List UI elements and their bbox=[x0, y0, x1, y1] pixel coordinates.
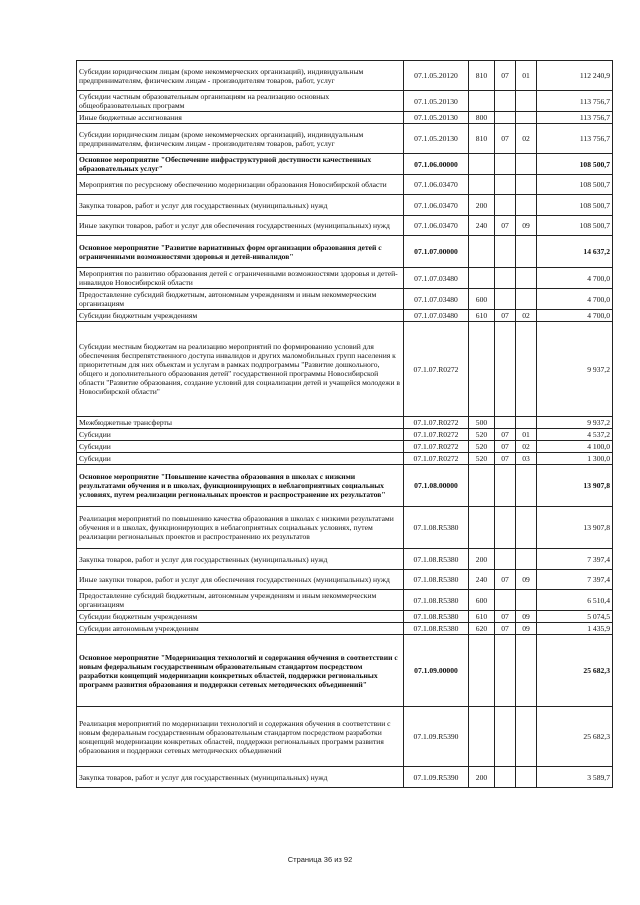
row-name: Закупка товаров, работ и услуг для государственных (муниципальных) нужд bbox=[77, 195, 404, 216]
table-row bbox=[77, 216, 613, 236]
row-code: 07.1.07.R0272 bbox=[404, 441, 469, 453]
row-section bbox=[495, 507, 516, 549]
row-subsection bbox=[516, 465, 537, 507]
row-amount: 113 756,7 bbox=[537, 124, 613, 154]
row-name: Субсидии автономным учреждениям bbox=[77, 623, 404, 635]
row-code: 07.1.06.03470 bbox=[404, 195, 469, 216]
row-code: 07.1.06.03470 bbox=[404, 175, 469, 195]
row-section: 07 bbox=[495, 61, 516, 91]
row-expense-type: 610 bbox=[469, 611, 495, 623]
row-code: 07.1.07.00000 bbox=[404, 236, 469, 268]
row-code: 07.1.08.R5380 bbox=[404, 611, 469, 623]
row-subsection: 09 bbox=[516, 216, 537, 236]
row-subsection: 01 bbox=[516, 61, 537, 91]
row-section bbox=[495, 465, 516, 507]
row-amount: 4 100,0 bbox=[537, 441, 613, 453]
row-amount: 13 907,8 bbox=[537, 465, 613, 507]
row-section: 07 bbox=[495, 441, 516, 453]
row-name: Предоставление субсидий бюджетным, автономным учреждениям и иным некоммерческим организациям bbox=[77, 590, 404, 611]
row-subsection bbox=[516, 112, 537, 124]
table-row bbox=[77, 61, 613, 91]
row-expense-type: 810 bbox=[469, 124, 495, 154]
row-subsection bbox=[516, 289, 537, 310]
row-amount: 13 907,8 bbox=[537, 507, 613, 549]
row-expense-type: 800 bbox=[469, 112, 495, 124]
row-name: Субсидии бюджетным учреждениям bbox=[77, 611, 404, 623]
row-expense-type: 200 bbox=[469, 195, 495, 216]
table-row bbox=[77, 322, 613, 417]
row-expense-type: 600 bbox=[469, 289, 495, 310]
row-section bbox=[495, 707, 516, 767]
row-expense-type: 240 bbox=[469, 216, 495, 236]
row-subsection: 09 bbox=[516, 611, 537, 623]
row-subsection: 02 bbox=[516, 124, 537, 154]
row-code: 07.1.07.03480 bbox=[404, 289, 469, 310]
row-code: 07.1.09.R5390 bbox=[404, 767, 469, 788]
row-code: 07.1.07.R0272 bbox=[404, 417, 469, 429]
row-subsection: 02 bbox=[516, 310, 537, 322]
table-row bbox=[77, 289, 613, 310]
table-row bbox=[77, 507, 613, 549]
row-amount: 25 682,3 bbox=[537, 635, 613, 707]
row-name: Субсидии местным бюджетам на реализацию мероприятий по формированию условий для обеспечения беспрепятственного доступа инвалидов и других маломобильных групп населения к приоритетным для них объектам и услугам в рамках подпрограммы "Развитие дошкольного, общего и дополнительного образования детей" государственной программы Новосибирской области "Развитие образования, создание условий для социализации детей и учащейся молодежи в Новосибирской области" bbox=[77, 322, 404, 417]
row-amount: 5 074,5 bbox=[537, 611, 613, 623]
row-section: 07 bbox=[495, 453, 516, 465]
row-code: 07.1.06.03470 bbox=[404, 216, 469, 236]
row-code: 07.1.08.R5380 bbox=[404, 623, 469, 635]
row-subsection bbox=[516, 417, 537, 429]
row-subsection: 09 bbox=[516, 570, 537, 590]
row-name: Межбюджетные трансферты bbox=[77, 417, 404, 429]
row-code: 07.1.08.R5380 bbox=[404, 570, 469, 590]
row-code: 07.1.06.00000 bbox=[404, 154, 469, 175]
row-subsection bbox=[516, 322, 537, 417]
row-name: Иные закупки товаров, работ и услуг для обеспечения государственных (муниципальных) нужд bbox=[77, 216, 404, 236]
row-code: 07.1.07.R0272 bbox=[404, 322, 469, 417]
budget-table-body bbox=[77, 61, 613, 788]
budget-table bbox=[76, 60, 613, 788]
row-expense-type bbox=[469, 507, 495, 549]
row-name: Субсидии bbox=[77, 453, 404, 465]
row-section bbox=[495, 767, 516, 788]
row-code: 07.1.07.R0272 bbox=[404, 453, 469, 465]
row-name: Основное мероприятие "Повышение качества образования в школах с низкими результатами обучения и в школах, функционирующих в неблагоприятных социальных условиях, путем реализации региональных проектов и распространение их результатов" bbox=[77, 465, 404, 507]
row-name: Мероприятия по ресурсному обеспечению модернизации образования Новосибирской области bbox=[77, 175, 404, 195]
row-name: Субсидии юридическим лицам (кроме некоммерческих организаций), индивидуальным предпринимателям, физическим лицам - производителям товаров, работ, услуг bbox=[77, 124, 404, 154]
table-row bbox=[77, 635, 613, 707]
row-expense-type: 520 bbox=[469, 429, 495, 441]
row-subsection bbox=[516, 236, 537, 268]
row-expense-type: 240 bbox=[469, 570, 495, 590]
row-code: 07.1.05.20120 bbox=[404, 61, 469, 91]
row-expense-type bbox=[469, 268, 495, 289]
row-expense-type bbox=[469, 175, 495, 195]
row-expense-type: 520 bbox=[469, 453, 495, 465]
row-section: 07 bbox=[495, 611, 516, 623]
row-subsection bbox=[516, 154, 537, 175]
table-row bbox=[77, 590, 613, 611]
row-expense-type bbox=[469, 707, 495, 767]
row-subsection bbox=[516, 549, 537, 570]
table-row bbox=[77, 195, 613, 216]
row-amount: 1 435,9 bbox=[537, 623, 613, 635]
row-section: 07 bbox=[495, 429, 516, 441]
table-row bbox=[77, 236, 613, 268]
row-name: Мероприятия по развитию образования детей с ограниченными возможностями здоровья и детей-инвалидов Новосибирской области bbox=[77, 268, 404, 289]
row-section bbox=[495, 289, 516, 310]
row-expense-type bbox=[469, 322, 495, 417]
table-row bbox=[77, 465, 613, 507]
row-amount: 113 756,7 bbox=[537, 91, 613, 112]
table-row bbox=[77, 611, 613, 623]
row-section bbox=[495, 268, 516, 289]
row-amount: 108 500,7 bbox=[537, 195, 613, 216]
row-subsection bbox=[516, 767, 537, 788]
row-section bbox=[495, 91, 516, 112]
table-row bbox=[77, 623, 613, 635]
row-amount: 113 756,7 bbox=[537, 112, 613, 124]
table-row bbox=[77, 549, 613, 570]
row-subsection bbox=[516, 175, 537, 195]
row-expense-type bbox=[469, 91, 495, 112]
row-amount: 14 637,2 bbox=[537, 236, 613, 268]
row-section bbox=[495, 635, 516, 707]
table-row bbox=[77, 154, 613, 175]
row-subsection bbox=[516, 707, 537, 767]
row-section bbox=[495, 154, 516, 175]
table-row bbox=[77, 767, 613, 788]
row-code: 07.1.07.R0272 bbox=[404, 429, 469, 441]
row-section: 07 bbox=[495, 570, 516, 590]
table-row bbox=[77, 112, 613, 124]
row-code: 07.1.08.R5380 bbox=[404, 507, 469, 549]
row-amount: 108 500,7 bbox=[537, 175, 613, 195]
row-expense-type: 520 bbox=[469, 441, 495, 453]
table-row bbox=[77, 707, 613, 767]
row-section bbox=[495, 236, 516, 268]
row-name: Закупка товаров, работ и услуг для государственных (муниципальных) нужд bbox=[77, 767, 404, 788]
page-footer: Страница 36 из 92 bbox=[287, 855, 353, 864]
row-expense-type: 600 bbox=[469, 590, 495, 611]
row-subsection bbox=[516, 195, 537, 216]
row-section bbox=[495, 322, 516, 417]
row-name: Субсидии bbox=[77, 429, 404, 441]
row-section bbox=[495, 549, 516, 570]
row-section bbox=[495, 417, 516, 429]
table-row bbox=[77, 175, 613, 195]
row-code: 07.1.08.00000 bbox=[404, 465, 469, 507]
row-code: 07.1.05.20130 bbox=[404, 112, 469, 124]
table-row bbox=[77, 570, 613, 590]
row-code: 07.1.08.R5380 bbox=[404, 590, 469, 611]
row-expense-type bbox=[469, 465, 495, 507]
row-subsection bbox=[516, 590, 537, 611]
row-subsection: 02 bbox=[516, 441, 537, 453]
row-amount: 6 510,4 bbox=[537, 590, 613, 611]
table-row bbox=[77, 441, 613, 453]
row-code: 07.1.07.03480 bbox=[404, 268, 469, 289]
table-row bbox=[77, 310, 613, 322]
row-expense-type: 200 bbox=[469, 767, 495, 788]
row-section: 07 bbox=[495, 216, 516, 236]
row-section: 07 bbox=[495, 124, 516, 154]
row-subsection bbox=[516, 268, 537, 289]
row-expense-type: 500 bbox=[469, 417, 495, 429]
row-amount: 9 937,2 bbox=[537, 417, 613, 429]
row-subsection: 01 bbox=[516, 429, 537, 441]
row-expense-type: 810 bbox=[469, 61, 495, 91]
row-subsection: 09 bbox=[516, 623, 537, 635]
row-section bbox=[495, 195, 516, 216]
row-expense-type bbox=[469, 635, 495, 707]
row-section bbox=[495, 590, 516, 611]
row-subsection: 03 bbox=[516, 453, 537, 465]
row-amount: 108 500,7 bbox=[537, 216, 613, 236]
row-expense-type: 200 bbox=[469, 549, 495, 570]
row-subsection bbox=[516, 507, 537, 549]
table-row bbox=[77, 417, 613, 429]
row-amount: 25 682,3 bbox=[537, 707, 613, 767]
row-amount: 7 397,4 bbox=[537, 549, 613, 570]
row-code: 07.1.08.R5380 bbox=[404, 549, 469, 570]
row-name: Иные бюджетные ассигнования bbox=[77, 112, 404, 124]
row-amount: 112 240,9 bbox=[537, 61, 613, 91]
row-code: 07.1.05.20130 bbox=[404, 124, 469, 154]
row-name: Субсидии bbox=[77, 441, 404, 453]
row-name: Субсидии бюджетным учреждениям bbox=[77, 310, 404, 322]
row-name: Иные закупки товаров, работ и услуг для обеспечения государственных (муниципальных) нужд bbox=[77, 570, 404, 590]
row-amount: 9 937,2 bbox=[537, 322, 613, 417]
row-amount: 7 397,4 bbox=[537, 570, 613, 590]
row-name: Предоставление субсидий бюджетным, автономным учреждениям и иным некоммерческим организациям bbox=[77, 289, 404, 310]
row-name: Субсидии юридическим лицам (кроме некоммерческих организаций), индивидуальным предпринимателям, физическим лицам - производителям товаров, работ, услуг bbox=[77, 61, 404, 91]
row-expense-type bbox=[469, 236, 495, 268]
row-name: Основное мероприятие "Обеспечение инфраструктурной доступности качественных образовательных услуг" bbox=[77, 154, 404, 175]
row-subsection bbox=[516, 635, 537, 707]
row-section: 07 bbox=[495, 623, 516, 635]
row-expense-type: 620 bbox=[469, 623, 495, 635]
row-code: 07.1.09.00000 bbox=[404, 635, 469, 707]
table-row bbox=[77, 124, 613, 154]
row-amount: 4 700,0 bbox=[537, 289, 613, 310]
row-amount: 3 589,7 bbox=[537, 767, 613, 788]
row-subsection bbox=[516, 91, 537, 112]
row-section: 07 bbox=[495, 310, 516, 322]
row-amount: 4 700,0 bbox=[537, 310, 613, 322]
row-name: Основное мероприятие "Модернизация технологий и содержания обучения в соответствии с новым федеральным государственным образовательным стандартом посредством разработки концепций модернизации конкретных областей, поддержки региональных программ развития образования и поддержки сетевых методических объединений" bbox=[77, 635, 404, 707]
row-name: Закупка товаров, работ и услуг для государственных (муниципальных) нужд bbox=[77, 549, 404, 570]
row-amount: 108 500,7 bbox=[537, 154, 613, 175]
row-expense-type bbox=[469, 154, 495, 175]
table-row bbox=[77, 429, 613, 441]
table-row bbox=[77, 91, 613, 112]
row-amount: 4 537,2 bbox=[537, 429, 613, 441]
row-expense-type: 610 bbox=[469, 310, 495, 322]
table-row bbox=[77, 453, 613, 465]
row-code: 07.1.05.20130 bbox=[404, 91, 469, 112]
row-name: Реализация мероприятий по модернизации технологий и содержания обучения в соответствии с новым федеральным государственным образовательным стандартом посредством разработки концепций модернизации конкретных областей, поддержки региональных программ развития образования и поддержки сетевых методических объединений bbox=[77, 707, 404, 767]
row-section bbox=[495, 112, 516, 124]
row-name: Субсидии частным образовательным организациям на реализацию основных общеобразовательных программ bbox=[77, 91, 404, 112]
table-row bbox=[77, 268, 613, 289]
row-amount: 1 300,0 bbox=[537, 453, 613, 465]
row-name: Основное мероприятие "Развитие вариативных форм организации образования детей с ограниченными возможностями здоровья и детей-инвалидов" bbox=[77, 236, 404, 268]
row-amount: 4 700,0 bbox=[537, 268, 613, 289]
row-name: Реализация мероприятий по повышению качества образования в школах с низкими результатами обучения и в школах, функционирующих в неблагоприятных социальных условиях, путем реализации региональных проектов и распространению их результатов bbox=[77, 507, 404, 549]
row-code: 07.1.09.R5390 bbox=[404, 707, 469, 767]
row-section bbox=[495, 175, 516, 195]
row-code: 07.1.07.03480 bbox=[404, 310, 469, 322]
